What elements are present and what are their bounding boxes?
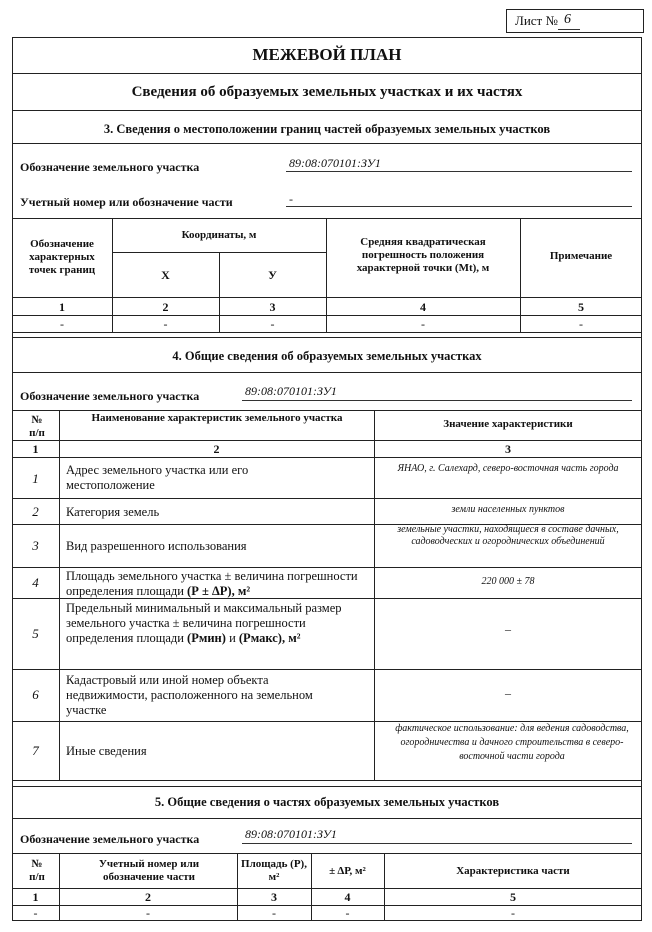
s3-coords-header: Координаты, м xyxy=(181,229,257,241)
s4-row4-num: 4 xyxy=(32,575,39,590)
s4-top xyxy=(12,337,642,338)
s5-heading-divider xyxy=(12,818,642,819)
s3-num-3: 3 xyxy=(269,300,276,314)
s5-table-top xyxy=(12,853,642,854)
s4-parcel-value: 89:08:070101:ЗУ1 xyxy=(245,384,337,398)
s3-y-header: У xyxy=(268,268,277,282)
s3-heading-divider xyxy=(12,143,642,144)
s4-row4-name-text: Площадь земельного участка ± величина погрешности определения площади xyxy=(66,569,358,598)
s3-num-5: 5 xyxy=(578,300,584,314)
s3-nums-bottom xyxy=(12,315,642,316)
s3-table-bottom xyxy=(12,332,642,333)
s4-row3-num: 3 xyxy=(32,538,39,553)
s3-part-label: Учетный номер или обозначение части xyxy=(20,195,233,209)
s4-row7-num: 7 xyxy=(32,743,39,758)
s4-table-bottom xyxy=(12,780,642,781)
s4-row5-name-pmin: (Рмин) xyxy=(187,631,226,645)
s4-parcel-underline xyxy=(242,400,632,401)
s5-num-4: 4 xyxy=(344,890,351,904)
s5-cell-3: - xyxy=(272,906,276,920)
s3-note-header: Примечание xyxy=(549,250,613,262)
s4-row5-name xyxy=(66,601,366,646)
s4-row5-value: – xyxy=(505,622,511,636)
s4-row1-value: ЯНАО, г. Салехард, северо-восточная часть города xyxy=(397,463,619,474)
s3-part-underline xyxy=(286,206,632,207)
s5-cell-1: - xyxy=(33,906,38,920)
s4-num-3: 3 xyxy=(505,442,511,456)
s4-row1-bottom xyxy=(12,498,642,499)
s4-row2-num: 2 xyxy=(32,504,39,519)
s4-row5-name-text: Предельный минимальный и максимальный размер земельного участка ± величина погрешности определения площади xyxy=(66,601,342,645)
page-title: МЕЖЕВОЙ ПЛАН xyxy=(252,45,402,64)
s5-delta-header: ± ΔР, м² xyxy=(329,865,366,877)
s4-table-top xyxy=(12,410,642,411)
s4-name-header: Наименование характеристик земельного участка xyxy=(91,412,343,424)
subtitle-divider xyxy=(12,110,642,111)
s4-vline-2 xyxy=(374,410,375,780)
s4-row6-name: Кадастровый или иной номер объекта недвижимости, расположенного на земельном участке xyxy=(66,673,313,717)
s5-num-2: 2 xyxy=(145,890,151,904)
s4-row2-name: Категория земель xyxy=(66,505,160,519)
s4-row5-name-pmax: (Рмакс), м² xyxy=(238,631,301,645)
s3-parcel-label: Обозначение земельного участка xyxy=(20,160,200,174)
s3-col1-header: Обозначение характерных точек границ xyxy=(28,238,96,276)
s4-row5-num: 5 xyxy=(32,626,39,641)
s5-cell-2: - xyxy=(146,906,150,920)
s4-row1-name: Адрес земельного участка или его местоположение xyxy=(66,463,249,492)
s3-cell-1: - xyxy=(60,317,64,331)
s4-row2-value: земли населенных пунктов xyxy=(451,504,565,515)
s3-table-top xyxy=(12,218,642,219)
s5-cell-4: - xyxy=(345,906,350,920)
s5-parcel-value: 89:08:070101:ЗУ1 xyxy=(245,827,337,841)
s5-char-header: Характеристика части xyxy=(456,865,570,877)
s3-cell-3: - xyxy=(270,317,275,331)
s4-row7-value: фактическое использование: для ведения садоводства, огородничества и дачного строительства в северо-восточной части города xyxy=(395,723,629,762)
s4-row5-name-and: и xyxy=(229,631,236,645)
s3-x-header: X xyxy=(161,268,170,282)
s5-parcel-underline xyxy=(242,843,632,844)
s3-parcel-value: 89:08:070101:ЗУ1 xyxy=(289,156,381,170)
s3-num-4: 4 xyxy=(420,300,426,314)
s3-cell-4: - xyxy=(421,317,425,331)
sheet-number: 6 xyxy=(564,12,571,27)
s4-heading: 4. Общие сведения об образуемых земельных участках xyxy=(172,349,482,363)
s4-row5-bottom xyxy=(12,669,642,670)
s3-coords-split xyxy=(112,252,326,253)
s5-num-5: 5 xyxy=(510,890,516,904)
s3-parcel-underline xyxy=(286,171,632,172)
page-subtitle: Сведения об образуемых земельных участках и их частях xyxy=(131,84,523,100)
s4-heading-divider xyxy=(12,372,642,373)
s5-num-header: № п/п xyxy=(29,858,45,883)
s3-part-value: - xyxy=(289,192,293,206)
s4-value-header: Значение характеристики xyxy=(443,418,573,430)
s5-cell-5: - xyxy=(511,906,515,920)
s4-row7-name: Иные сведения xyxy=(66,744,147,758)
s5-num-3: 3 xyxy=(271,890,277,904)
s4-row4-name-formula: (Р ± ΔР), м² xyxy=(187,584,251,598)
s4-head-bottom xyxy=(12,440,642,441)
s3-num-1: 1 xyxy=(59,300,65,314)
s4-num-2: 2 xyxy=(213,442,220,456)
s5-parcel-label: Обозначение земельного участка xyxy=(20,832,200,846)
s4-row6-value: – xyxy=(505,686,511,700)
sheet-label: Лист № xyxy=(515,13,558,28)
s5-num-1: 1 xyxy=(32,890,39,904)
title-divider xyxy=(12,73,642,74)
s4-row3-bottom xyxy=(12,567,642,568)
s3-cell-2: - xyxy=(163,317,168,331)
s4-row4-value: 220 000 ± 78 xyxy=(481,576,535,587)
s5-area-header: Площадь (Р), м² xyxy=(241,858,307,883)
s4-nums-bottom xyxy=(12,457,642,458)
s5-top xyxy=(12,786,642,787)
s4-num-header: № п/п xyxy=(29,414,45,439)
s3-cell-5: - xyxy=(579,317,583,331)
s4-parcel-label: Обозначение земельного участка xyxy=(20,389,200,403)
s3-heading: 3. Сведения о местоположении границ частей образуемых земельных участков xyxy=(103,122,551,136)
s4-vline-1 xyxy=(59,410,60,780)
s4-row6-num: 6 xyxy=(32,687,39,702)
sheet-number-underline xyxy=(558,29,580,30)
s4-row1-num: 1 xyxy=(32,471,39,486)
s4-row4-name xyxy=(66,569,366,599)
s5-head-bottom xyxy=(12,888,642,889)
s3-rmse-header: Средняя квадратическая погрешность положения характерной точки (Мt), м xyxy=(356,236,490,274)
s5-heading: 5. Общие сведения о частях образуемых земельных участков xyxy=(154,795,500,809)
s5-part-header: Учетный номер или обозначение части xyxy=(98,858,200,883)
s4-row3-value: земельные участки, находящиеся в составе дачных, садоводческих и огороднических объединений xyxy=(397,524,619,547)
s3-head-bottom xyxy=(12,297,642,298)
s4-num-1: 1 xyxy=(32,442,39,456)
s4-row3-name: Вид разрешенного использования xyxy=(66,539,247,553)
s3-num-2: 2 xyxy=(162,300,169,314)
